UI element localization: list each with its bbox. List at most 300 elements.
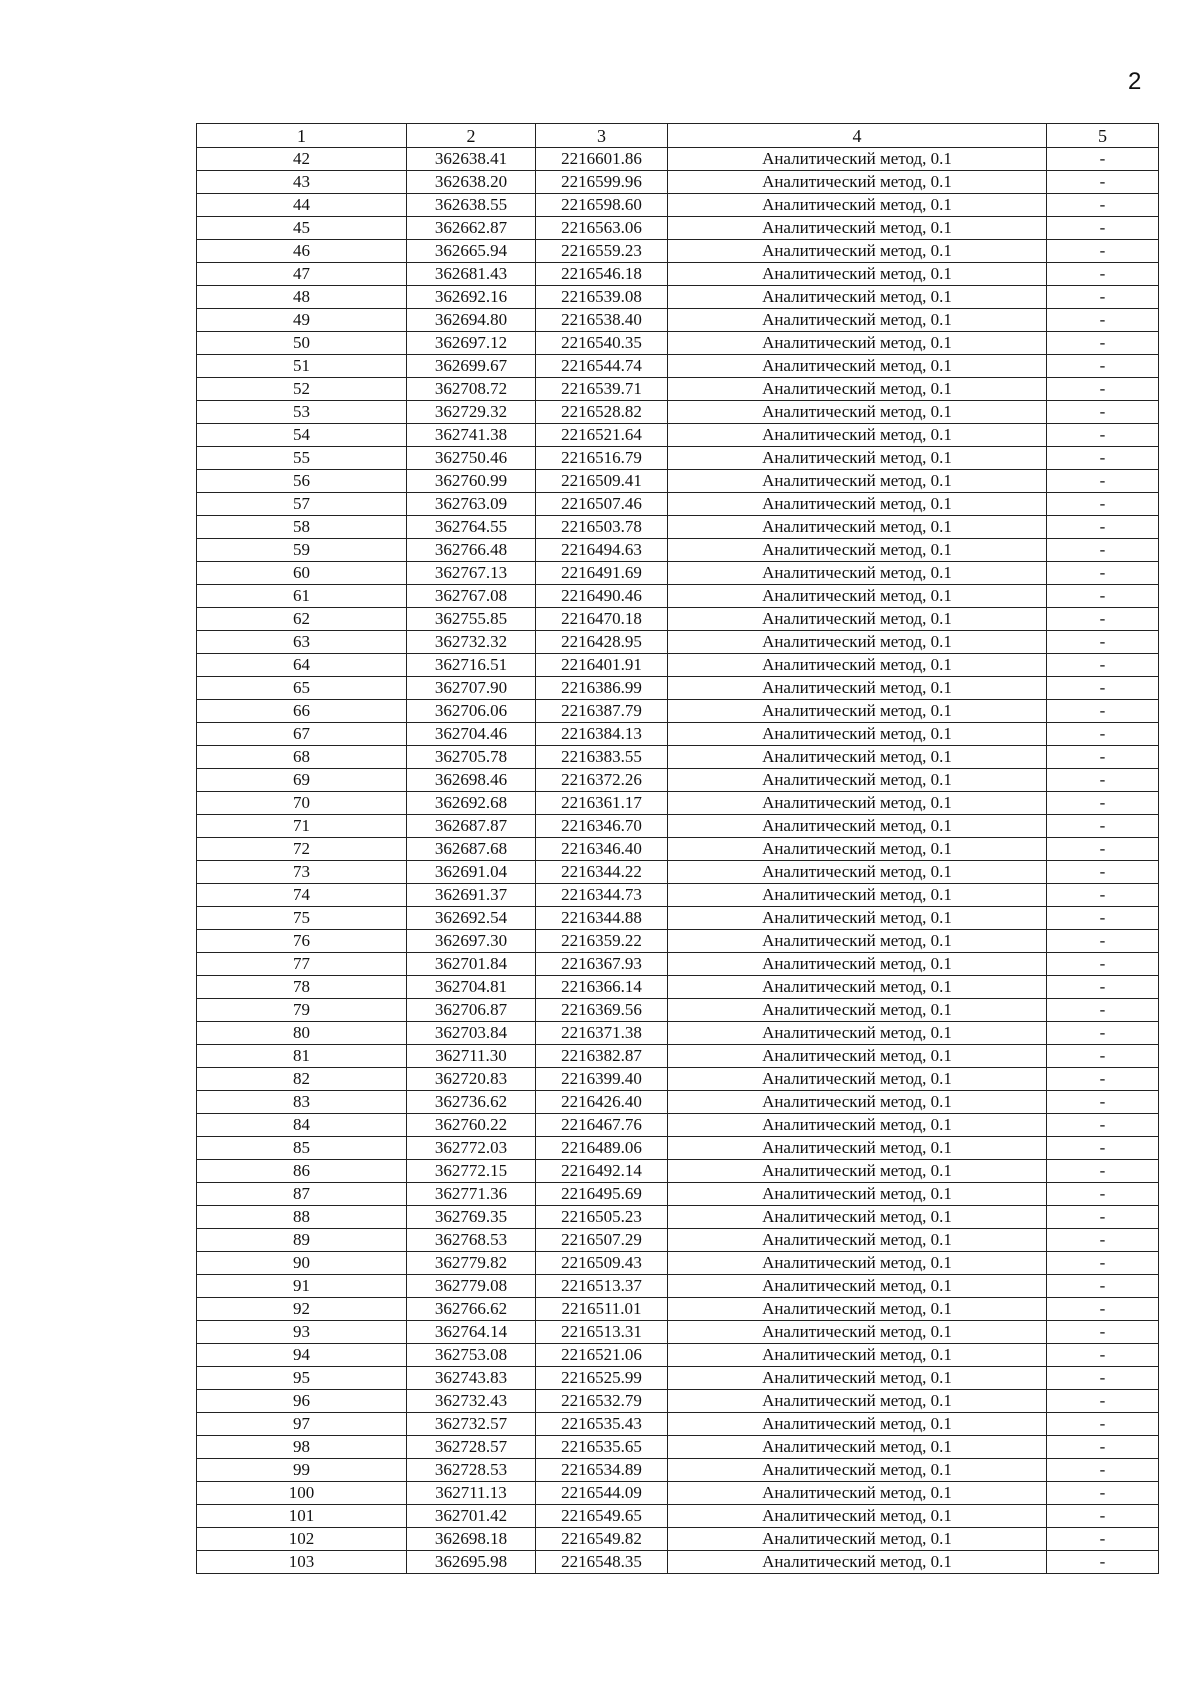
note-cell: -	[1047, 447, 1159, 470]
note-cell: -	[1047, 355, 1159, 378]
x-coordinate-cell: 362711.13	[407, 1482, 536, 1505]
table-row	[197, 1068, 1159, 1091]
point-number-cell: 80	[197, 1022, 407, 1045]
note-cell: -	[1047, 608, 1159, 631]
point-number-cell: 47	[197, 263, 407, 286]
method-cell: Аналитический метод, 0.1	[668, 562, 1047, 585]
y-coordinate-cell: 2216513.31	[536, 1321, 668, 1344]
column-header-5: 5	[1047, 124, 1159, 148]
table-row	[197, 1091, 1159, 1114]
method-cell: Аналитический метод, 0.1	[668, 1183, 1047, 1206]
note-cell: -	[1047, 309, 1159, 332]
y-coordinate-cell: 2216367.93	[536, 953, 668, 976]
column-header-3: 3	[536, 124, 668, 148]
table-row	[197, 378, 1159, 401]
y-coordinate-cell: 2216490.46	[536, 585, 668, 608]
note-cell: -	[1047, 1413, 1159, 1436]
point-number-cell: 92	[197, 1298, 407, 1321]
method-cell: Аналитический метод, 0.1	[668, 378, 1047, 401]
point-number-cell: 86	[197, 1160, 407, 1183]
table-row	[197, 332, 1159, 355]
method-cell: Аналитический метод, 0.1	[668, 1045, 1047, 1068]
point-number-cell: 101	[197, 1505, 407, 1528]
y-coordinate-cell: 2216386.99	[536, 677, 668, 700]
table-row	[197, 263, 1159, 286]
method-cell: Аналитический метод, 0.1	[668, 838, 1047, 861]
table-row	[197, 1551, 1159, 1574]
point-number-cell: 76	[197, 930, 407, 953]
method-cell: Аналитический метод, 0.1	[668, 1275, 1047, 1298]
point-number-cell: 91	[197, 1275, 407, 1298]
y-coordinate-cell: 2216489.06	[536, 1137, 668, 1160]
note-cell: -	[1047, 631, 1159, 654]
y-coordinate-cell: 2216563.06	[536, 217, 668, 240]
table-row	[197, 585, 1159, 608]
point-number-cell: 58	[197, 516, 407, 539]
x-coordinate-cell: 362760.99	[407, 470, 536, 493]
point-number-cell: 65	[197, 677, 407, 700]
table-row	[197, 1482, 1159, 1505]
note-cell: -	[1047, 1344, 1159, 1367]
y-coordinate-cell: 2216516.79	[536, 447, 668, 470]
point-number-cell: 103	[197, 1551, 407, 1574]
table-row	[197, 631, 1159, 654]
x-coordinate-cell: 362779.08	[407, 1275, 536, 1298]
point-number-cell: 43	[197, 171, 407, 194]
y-coordinate-cell: 2216544.09	[536, 1482, 668, 1505]
table-header-row	[197, 124, 1159, 148]
table-row	[197, 953, 1159, 976]
note-cell: -	[1047, 516, 1159, 539]
note-cell: -	[1047, 953, 1159, 976]
note-cell: -	[1047, 792, 1159, 815]
note-cell: -	[1047, 148, 1159, 171]
table-row	[197, 746, 1159, 769]
y-coordinate-cell: 2216470.18	[536, 608, 668, 631]
method-cell: Аналитический метод, 0.1	[668, 401, 1047, 424]
point-number-cell: 71	[197, 815, 407, 838]
point-number-cell: 63	[197, 631, 407, 654]
x-coordinate-cell: 362768.53	[407, 1229, 536, 1252]
method-cell: Аналитический метод, 0.1	[668, 1160, 1047, 1183]
method-cell: Аналитический метод, 0.1	[668, 815, 1047, 838]
y-coordinate-cell: 2216525.99	[536, 1367, 668, 1390]
note-cell: -	[1047, 1183, 1159, 1206]
table-row	[197, 1252, 1159, 1275]
point-number-cell: 44	[197, 194, 407, 217]
method-cell: Аналитический метод, 0.1	[668, 1551, 1047, 1574]
x-coordinate-cell: 362638.20	[407, 171, 536, 194]
x-coordinate-cell: 362728.53	[407, 1459, 536, 1482]
note-cell: -	[1047, 976, 1159, 999]
note-cell: -	[1047, 1252, 1159, 1275]
table-row	[197, 493, 1159, 516]
note-cell: -	[1047, 171, 1159, 194]
x-coordinate-cell: 362706.06	[407, 700, 536, 723]
note-cell: -	[1047, 539, 1159, 562]
point-number-cell: 95	[197, 1367, 407, 1390]
method-cell: Аналитический метод, 0.1	[668, 424, 1047, 447]
note-cell: -	[1047, 194, 1159, 217]
method-cell: Аналитический метод, 0.1	[668, 746, 1047, 769]
method-cell: Аналитический метод, 0.1	[668, 1252, 1047, 1275]
table-row	[197, 654, 1159, 677]
y-coordinate-cell: 2216346.70	[536, 815, 668, 838]
point-number-cell: 69	[197, 769, 407, 792]
point-number-cell: 81	[197, 1045, 407, 1068]
point-number-cell: 46	[197, 240, 407, 263]
table-row	[197, 194, 1159, 217]
y-coordinate-cell: 2216511.01	[536, 1298, 668, 1321]
y-coordinate-cell: 2216544.74	[536, 355, 668, 378]
x-coordinate-cell: 362766.62	[407, 1298, 536, 1321]
y-coordinate-cell: 2216521.06	[536, 1344, 668, 1367]
table-row	[197, 1528, 1159, 1551]
table-row	[197, 240, 1159, 263]
note-cell: -	[1047, 838, 1159, 861]
x-coordinate-cell: 362701.84	[407, 953, 536, 976]
method-cell: Аналитический метод, 0.1	[668, 585, 1047, 608]
table-row	[197, 1459, 1159, 1482]
table-row	[197, 562, 1159, 585]
x-coordinate-cell: 362701.42	[407, 1505, 536, 1528]
y-coordinate-cell: 2216534.89	[536, 1459, 668, 1482]
x-coordinate-cell: 362681.43	[407, 263, 536, 286]
table-row	[197, 1344, 1159, 1367]
y-coordinate-cell: 2216549.65	[536, 1505, 668, 1528]
x-coordinate-cell: 362692.68	[407, 792, 536, 815]
note-cell: -	[1047, 1482, 1159, 1505]
x-coordinate-cell: 362687.87	[407, 815, 536, 838]
note-cell: -	[1047, 861, 1159, 884]
y-coordinate-cell: 2216535.65	[536, 1436, 668, 1459]
x-coordinate-cell: 362772.15	[407, 1160, 536, 1183]
x-coordinate-cell: 362772.03	[407, 1137, 536, 1160]
note-cell: -	[1047, 930, 1159, 953]
method-cell: Аналитический метод, 0.1	[668, 217, 1047, 240]
note-cell: -	[1047, 1275, 1159, 1298]
method-cell: Аналитический метод, 0.1	[668, 1022, 1047, 1045]
note-cell: -	[1047, 677, 1159, 700]
x-coordinate-cell: 362779.82	[407, 1252, 536, 1275]
method-cell: Аналитический метод, 0.1	[668, 1367, 1047, 1390]
point-number-cell: 74	[197, 884, 407, 907]
table-row	[197, 401, 1159, 424]
note-cell: -	[1047, 999, 1159, 1022]
note-cell: -	[1047, 700, 1159, 723]
table-row	[197, 608, 1159, 631]
table-row	[197, 355, 1159, 378]
point-number-cell: 50	[197, 332, 407, 355]
point-number-cell: 90	[197, 1252, 407, 1275]
x-coordinate-cell: 362766.48	[407, 539, 536, 562]
y-coordinate-cell: 2216426.40	[536, 1091, 668, 1114]
method-cell: Аналитический метод, 0.1	[668, 1298, 1047, 1321]
x-coordinate-cell: 362767.08	[407, 585, 536, 608]
note-cell: -	[1047, 493, 1159, 516]
note-cell: -	[1047, 1505, 1159, 1528]
y-coordinate-cell: 2216509.41	[536, 470, 668, 493]
method-cell: Аналитический метод, 0.1	[668, 493, 1047, 516]
note-cell: -	[1047, 470, 1159, 493]
column-header-1: 1	[197, 124, 407, 148]
y-coordinate-cell: 2216492.14	[536, 1160, 668, 1183]
point-number-cell: 77	[197, 953, 407, 976]
x-coordinate-cell: 362687.68	[407, 838, 536, 861]
x-coordinate-cell: 362694.80	[407, 309, 536, 332]
y-coordinate-cell: 2216495.69	[536, 1183, 668, 1206]
table-row	[197, 861, 1159, 884]
x-coordinate-cell: 362665.94	[407, 240, 536, 263]
point-number-cell: 53	[197, 401, 407, 424]
point-number-cell: 59	[197, 539, 407, 562]
method-cell: Аналитический метод, 0.1	[668, 999, 1047, 1022]
table-row	[197, 677, 1159, 700]
method-cell: Аналитический метод, 0.1	[668, 700, 1047, 723]
note-cell: -	[1047, 907, 1159, 930]
method-cell: Аналитический метод, 0.1	[668, 792, 1047, 815]
method-cell: Аналитический метод, 0.1	[668, 631, 1047, 654]
table-row	[197, 1413, 1159, 1436]
table-row	[197, 930, 1159, 953]
note-cell: -	[1047, 1459, 1159, 1482]
x-coordinate-cell: 362764.14	[407, 1321, 536, 1344]
x-coordinate-cell: 362706.87	[407, 999, 536, 1022]
table-row	[197, 309, 1159, 332]
y-coordinate-cell: 2216521.64	[536, 424, 668, 447]
y-coordinate-cell: 2216513.37	[536, 1275, 668, 1298]
note-cell: -	[1047, 1321, 1159, 1344]
y-coordinate-cell: 2216344.88	[536, 907, 668, 930]
method-cell: Аналитический метод, 0.1	[668, 309, 1047, 332]
y-coordinate-cell: 2216369.56	[536, 999, 668, 1022]
method-cell: Аналитический метод, 0.1	[668, 1114, 1047, 1137]
x-coordinate-cell: 362703.84	[407, 1022, 536, 1045]
note-cell: -	[1047, 1436, 1159, 1459]
y-coordinate-cell: 2216366.14	[536, 976, 668, 999]
table-row	[197, 769, 1159, 792]
x-coordinate-cell: 362732.32	[407, 631, 536, 654]
table-row	[197, 792, 1159, 815]
point-number-cell: 96	[197, 1390, 407, 1413]
note-cell: -	[1047, 1160, 1159, 1183]
y-coordinate-cell: 2216428.95	[536, 631, 668, 654]
note-cell: -	[1047, 1114, 1159, 1137]
y-coordinate-cell: 2216539.71	[536, 378, 668, 401]
method-cell: Аналитический метод, 0.1	[668, 516, 1047, 539]
y-coordinate-cell: 2216548.35	[536, 1551, 668, 1574]
method-cell: Аналитический метод, 0.1	[668, 1528, 1047, 1551]
x-coordinate-cell: 362728.57	[407, 1436, 536, 1459]
table-row	[197, 976, 1159, 999]
x-coordinate-cell: 362732.43	[407, 1390, 536, 1413]
note-cell: -	[1047, 1045, 1159, 1068]
table-row	[197, 516, 1159, 539]
point-number-cell: 52	[197, 378, 407, 401]
x-coordinate-cell: 362753.08	[407, 1344, 536, 1367]
point-number-cell: 57	[197, 493, 407, 516]
note-cell: -	[1047, 769, 1159, 792]
method-cell: Аналитический метод, 0.1	[668, 1482, 1047, 1505]
method-cell: Аналитический метод, 0.1	[668, 1206, 1047, 1229]
y-coordinate-cell: 2216346.40	[536, 838, 668, 861]
note-cell: -	[1047, 286, 1159, 309]
method-cell: Аналитический метод, 0.1	[668, 1459, 1047, 1482]
note-cell: -	[1047, 424, 1159, 447]
y-coordinate-cell: 2216528.82	[536, 401, 668, 424]
point-number-cell: 87	[197, 1183, 407, 1206]
y-coordinate-cell: 2216387.79	[536, 700, 668, 723]
method-cell: Аналитический метод, 0.1	[668, 286, 1047, 309]
x-coordinate-cell: 362704.46	[407, 723, 536, 746]
point-number-cell: 66	[197, 700, 407, 723]
table-row	[197, 1022, 1159, 1045]
x-coordinate-cell: 362708.72	[407, 378, 536, 401]
x-coordinate-cell: 362767.13	[407, 562, 536, 585]
method-cell: Аналитический метод, 0.1	[668, 723, 1047, 746]
y-coordinate-cell: 2216546.18	[536, 263, 668, 286]
method-cell: Аналитический метод, 0.1	[668, 148, 1047, 171]
x-coordinate-cell: 362707.90	[407, 677, 536, 700]
table-row	[197, 700, 1159, 723]
method-cell: Аналитический метод, 0.1	[668, 355, 1047, 378]
point-number-cell: 45	[197, 217, 407, 240]
table-row	[197, 1298, 1159, 1321]
method-cell: Аналитический метод, 0.1	[668, 470, 1047, 493]
point-number-cell: 79	[197, 999, 407, 1022]
x-coordinate-cell: 362662.87	[407, 217, 536, 240]
point-number-cell: 62	[197, 608, 407, 631]
point-number-cell: 48	[197, 286, 407, 309]
table-row	[197, 1206, 1159, 1229]
table-row	[197, 1367, 1159, 1390]
point-number-cell: 61	[197, 585, 407, 608]
y-coordinate-cell: 2216559.23	[536, 240, 668, 263]
method-cell: Аналитический метод, 0.1	[668, 171, 1047, 194]
x-coordinate-cell: 362704.81	[407, 976, 536, 999]
x-coordinate-cell: 362771.36	[407, 1183, 536, 1206]
note-cell: -	[1047, 1091, 1159, 1114]
x-coordinate-cell: 362760.22	[407, 1114, 536, 1137]
y-coordinate-cell: 2216344.73	[536, 884, 668, 907]
table-row	[197, 999, 1159, 1022]
y-coordinate-cell: 2216399.40	[536, 1068, 668, 1091]
point-number-cell: 55	[197, 447, 407, 470]
table-row	[197, 1390, 1159, 1413]
method-cell: Аналитический метод, 0.1	[668, 608, 1047, 631]
y-coordinate-cell: 2216467.76	[536, 1114, 668, 1137]
x-coordinate-cell: 362741.38	[407, 424, 536, 447]
method-cell: Аналитический метод, 0.1	[668, 1436, 1047, 1459]
x-coordinate-cell: 362720.83	[407, 1068, 536, 1091]
note-cell: -	[1047, 1068, 1159, 1091]
table-row	[197, 539, 1159, 562]
x-coordinate-cell: 362638.55	[407, 194, 536, 217]
point-number-cell: 68	[197, 746, 407, 769]
point-number-cell: 73	[197, 861, 407, 884]
y-coordinate-cell: 2216494.63	[536, 539, 668, 562]
method-cell: Аналитический метод, 0.1	[668, 1505, 1047, 1528]
x-coordinate-cell: 362750.46	[407, 447, 536, 470]
table-row	[197, 286, 1159, 309]
table-row	[197, 171, 1159, 194]
table-row	[197, 1114, 1159, 1137]
table-row	[197, 217, 1159, 240]
point-number-cell: 75	[197, 907, 407, 930]
method-cell: Аналитический метод, 0.1	[668, 769, 1047, 792]
y-coordinate-cell: 2216549.82	[536, 1528, 668, 1551]
note-cell: -	[1047, 1022, 1159, 1045]
column-header-4: 4	[668, 124, 1047, 148]
note-cell: -	[1047, 746, 1159, 769]
table-row	[197, 884, 1159, 907]
x-coordinate-cell: 362697.30	[407, 930, 536, 953]
note-cell: -	[1047, 1137, 1159, 1160]
y-coordinate-cell: 2216503.78	[536, 516, 668, 539]
point-number-cell: 60	[197, 562, 407, 585]
table-row	[197, 838, 1159, 861]
method-cell: Аналитический метод, 0.1	[668, 1229, 1047, 1252]
note-cell: -	[1047, 1206, 1159, 1229]
table-row	[197, 447, 1159, 470]
point-number-cell: 97	[197, 1413, 407, 1436]
y-coordinate-cell: 2216507.46	[536, 493, 668, 516]
y-coordinate-cell: 2216598.60	[536, 194, 668, 217]
table-row	[197, 815, 1159, 838]
point-number-cell: 100	[197, 1482, 407, 1505]
x-coordinate-cell: 362705.78	[407, 746, 536, 769]
note-cell: -	[1047, 378, 1159, 401]
x-coordinate-cell: 362716.51	[407, 654, 536, 677]
x-coordinate-cell: 362755.85	[407, 608, 536, 631]
y-coordinate-cell: 2216507.29	[536, 1229, 668, 1252]
table-row	[197, 1275, 1159, 1298]
point-number-cell: 88	[197, 1206, 407, 1229]
point-number-cell: 42	[197, 148, 407, 171]
y-coordinate-cell: 2216540.35	[536, 332, 668, 355]
table-row	[197, 1229, 1159, 1252]
point-number-cell: 70	[197, 792, 407, 815]
point-number-cell: 102	[197, 1528, 407, 1551]
note-cell: -	[1047, 585, 1159, 608]
x-coordinate-cell: 362691.04	[407, 861, 536, 884]
method-cell: Аналитический метод, 0.1	[668, 447, 1047, 470]
method-cell: Аналитический метод, 0.1	[668, 654, 1047, 677]
table-row	[197, 1160, 1159, 1183]
note-cell: -	[1047, 884, 1159, 907]
table-row	[197, 1321, 1159, 1344]
y-coordinate-cell: 2216344.22	[536, 861, 668, 884]
point-number-cell: 82	[197, 1068, 407, 1091]
y-coordinate-cell: 2216382.87	[536, 1045, 668, 1068]
method-cell: Аналитический метод, 0.1	[668, 1413, 1047, 1436]
y-coordinate-cell: 2216491.69	[536, 562, 668, 585]
table-row	[197, 1436, 1159, 1459]
x-coordinate-cell: 362695.98	[407, 1551, 536, 1574]
note-cell: -	[1047, 723, 1159, 746]
y-coordinate-cell: 2216505.23	[536, 1206, 668, 1229]
method-cell: Аналитический метод, 0.1	[668, 930, 1047, 953]
y-coordinate-cell: 2216401.91	[536, 654, 668, 677]
x-coordinate-cell: 362699.67	[407, 355, 536, 378]
table-row	[197, 424, 1159, 447]
x-coordinate-cell: 362769.35	[407, 1206, 536, 1229]
note-cell: -	[1047, 1390, 1159, 1413]
x-coordinate-cell: 362732.57	[407, 1413, 536, 1436]
page-number: 2	[1128, 68, 1142, 95]
method-cell: Аналитический метод, 0.1	[668, 976, 1047, 999]
y-coordinate-cell: 2216538.40	[536, 309, 668, 332]
